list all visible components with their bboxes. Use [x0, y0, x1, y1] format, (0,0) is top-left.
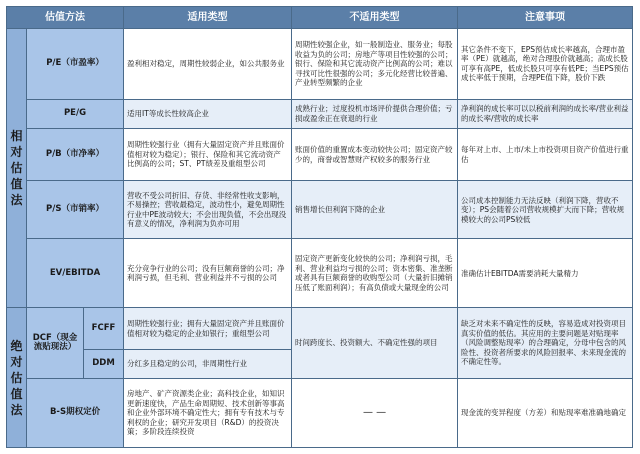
pb-applicable: 周期性较强行业（拥有大量固定资产并且账面价值相对较为稳定）；银行、保险和其它流动资产比例高的公司；ST、PT绩差及重组型公司	[124, 128, 292, 180]
method-ddm: DDM	[84, 349, 124, 378]
header-applicable: 适用类型	[124, 7, 292, 29]
ddm-applicable: 分红多且稳定的公司，非周期性行业	[124, 349, 292, 378]
ev-not-applicable: 固定资产更新变化较快的公司；净利润亏损，毛利、营业利益均亏损的公司；资本密集、准垄断或者具有巨额商誉的收购型公司（大量折旧摊销压低了账面利润）；有高负债或大量现金的公司	[292, 239, 458, 308]
header-notes: 注意事项	[458, 7, 633, 29]
table-row	[7, 99, 633, 128]
ev-notes: 准确估计EBITDA需要消耗大量精力	[458, 239, 633, 308]
ps-not-applicable: 销售增长但利润下降的企业	[292, 181, 458, 239]
table-row	[7, 308, 633, 350]
table-row	[7, 239, 633, 308]
category-absolute: 绝对估值法	[7, 308, 27, 448]
method-dcf: DCF（现金流贴现法）	[27, 308, 84, 379]
method-pb: P/B（市净率）	[27, 128, 124, 180]
method-pe: P/E（市盈率）	[27, 28, 124, 99]
header-not-applicable: 不适用类型	[292, 7, 458, 29]
method-fcff: FCFF	[84, 308, 124, 350]
ev-applicable: 充分竞争行业的公司；没有巨额商誉的公司；净利润亏损，但毛利、营业利益并不亏损的公司	[124, 239, 292, 308]
bs-applicable: 房地产、矿产资源类企业；高科技企业，如知识更新速度快，产品生命周期短、技术创新等事高和企业外部环境不确定性大；拥有专有技术与专利权的企业；研究开发项目（R&D）的投资决策；多阶段连续投资	[124, 379, 292, 448]
method-bs: B-S期权定价	[27, 379, 124, 448]
peg-applicable: 适用IT等成长性较高企业	[124, 99, 292, 128]
ps-applicable: 营收不受公司折旧、存货、非经常性收支影响，不易操控；营收最稳定，波动性小，避免周期性行业中PE波动较大；不会出现负值，不会出现没有意义的情况，净利润为负亦可用	[124, 181, 292, 239]
method-ev-ebitda: EV/EBITDA	[27, 239, 124, 308]
table-row	[7, 181, 633, 239]
fcff-applicable: 周期性较强行业；拥有大量固定资产并且账面价值相对较为稳定的企业如银行；重组型公司	[124, 308, 292, 350]
pe-applicable: 盈利相对稳定，周期性较弱企业，如公共服务业	[124, 28, 292, 99]
pe-notes: 其它条件不变下，EPS预估成长率越高，合理市盈率（PE）就越高，绝对合理股价就越高；高成长股可享有高PE，低成长股只可享有低PE；当EPS预估成长率低于预期，合理PE值下降，股价下跌	[458, 28, 633, 99]
dcf-notes: 缺乏对未来不确定性的反映，容易造成对投资项目真实价值的低估。其应用的主要问题是对贴现率（风险调整贴现率）的合理确定，分母中包含的风险性、投资者所要求的风险回报率、未来现金流的不确定性等。	[458, 308, 633, 379]
valuation-methods-table	[6, 6, 633, 448]
table-row	[7, 128, 633, 180]
ps-notes: 公司成本控制能力无法反映（利润下降，营收不变）；PS会随着公司营收规模扩大而下降；营收规模较大的公司PS较低	[458, 181, 633, 239]
peg-not-applicable: 成熟行业；过度投机市场评价提供合理价值；亏损或盈余正在衰退的行业	[292, 99, 458, 128]
category-relative: 相对估值法	[7, 28, 27, 307]
pe-not-applicable: 周期性较强企业，如一般制造业、服务业；每股收益为负的公司；房地产等项目性较强的公司；银行、保险和其它流动资产比例高的公司；难以寻找可比性很强的公司；多元化经营比较普遍、产业转型频繁的企业	[292, 28, 458, 99]
method-ps: P/S（市销率）	[27, 181, 124, 239]
table-row	[7, 28, 633, 99]
header-method: 估值方法	[7, 7, 124, 29]
pb-not-applicable: 账面价值的重置成本变动较快公司；固定资产较少的，商誉或智慧财产权较多的服务行业	[292, 128, 458, 180]
pb-notes: 每年对上市、上市/未上市投资项目资产价值进行重估	[458, 128, 633, 180]
bs-notes: 现金流的变异程度（方差）和贴现率难准确地确定	[458, 379, 633, 448]
header-row	[7, 7, 633, 29]
peg-notes: 净利润的成长率可以以税前利润的成长率/营业利益的成长率/营收的成长率	[458, 99, 633, 128]
method-peg: PE/G	[27, 99, 124, 128]
bs-not-applicable: — —	[292, 379, 458, 448]
table-row	[7, 379, 633, 448]
dcf-not-applicable: 时间跨度长、投资额大、不确定性强的项目	[292, 308, 458, 379]
